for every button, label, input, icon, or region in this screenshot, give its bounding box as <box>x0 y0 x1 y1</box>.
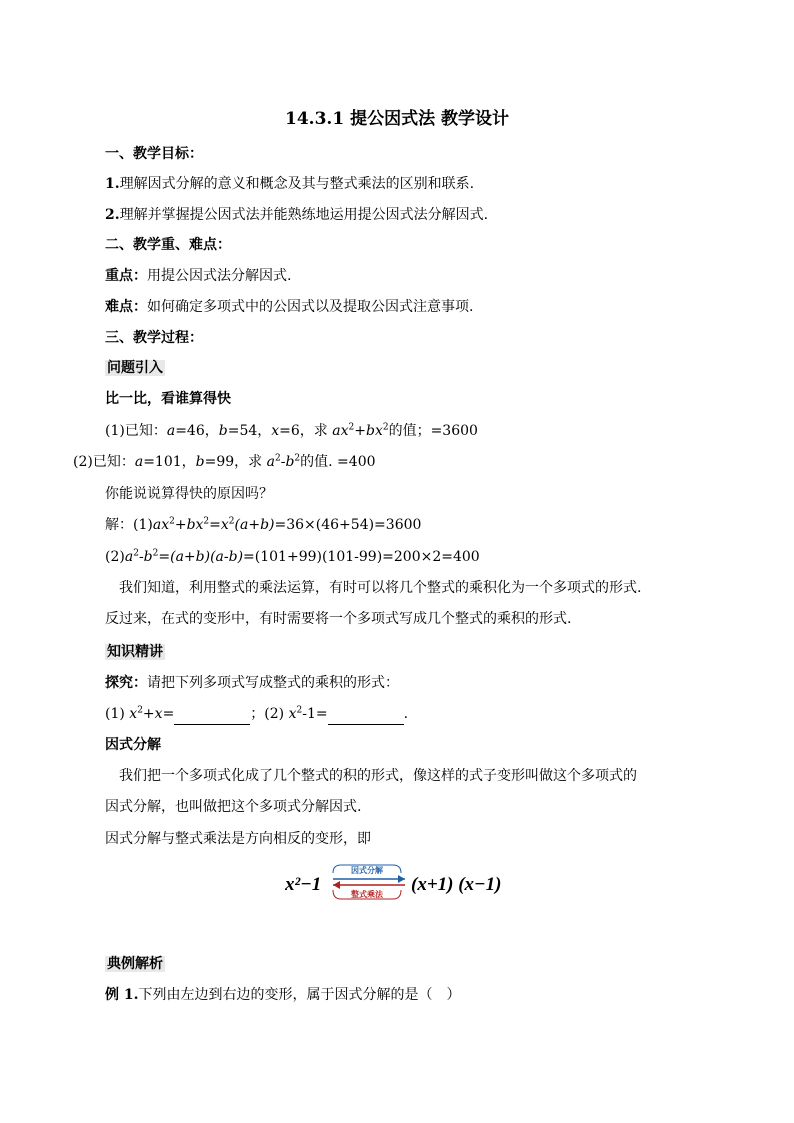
exponent: 2 <box>228 516 235 527</box>
section-heading-objectives: 一、教学目标： <box>105 146 203 162</box>
exponent: 2 <box>348 422 355 433</box>
exercise-1-prefix: (1) <box>105 706 130 722</box>
item-number: 1. <box>105 176 120 192</box>
q1-b-value: =54， <box>227 423 272 439</box>
var-x: x <box>288 706 297 722</box>
exponent: 2 <box>296 705 303 716</box>
factorization-diagram <box>285 862 525 910</box>
var-b: b <box>218 423 228 439</box>
definition-heading: 因式分解 <box>105 737 161 753</box>
equals-sign: = <box>209 517 221 533</box>
objective-item-2 <box>105 204 488 226</box>
top-label: 因式分解 <box>351 866 383 875</box>
example-text: 下列由左边到右边的变形，属于因式分解的是（ ） <box>138 987 461 1003</box>
equals-sign: = <box>158 549 171 565</box>
example-label: 例 1. <box>105 987 139 1003</box>
item-number: 2. <box>105 207 120 223</box>
top-arrow <box>333 865 405 883</box>
minus-sign: - <box>138 549 144 565</box>
period: . <box>403 706 409 722</box>
var-x: x <box>154 706 163 722</box>
section-tag: 典例解析 <box>107 956 163 972</box>
q2-a-value: =101， <box>143 454 196 470</box>
plus-sign: + <box>174 517 187 533</box>
exponent: 2 <box>382 422 389 433</box>
section-tag: 问题引入 <box>107 360 163 376</box>
q1-prefix: (1)已知： <box>105 423 167 439</box>
separator: ；(2) <box>250 706 289 722</box>
expr-bx: bx <box>186 517 204 533</box>
difficult-point <box>105 296 473 318</box>
q1-tail: 的值；=3600 <box>388 423 478 439</box>
expr-bx: bx <box>365 423 383 439</box>
expr-ax: ax <box>332 423 349 439</box>
expr-a: a <box>124 549 134 565</box>
tag-problem-intro <box>105 357 165 379</box>
expr-factors: (a+b)(a-b) <box>170 549 244 565</box>
plus-sign: + <box>354 423 366 439</box>
sol2-tail: =(101+99)(101-99)=200×2=400 <box>243 549 480 565</box>
exponent: 2 <box>137 705 143 716</box>
section-tag: 知识精讲 <box>107 644 163 660</box>
expr-b: b <box>143 549 153 565</box>
q2-b-value: =99，求 <box>204 454 267 470</box>
bottom-label: 整式乘法 <box>351 890 383 899</box>
equals-sign: = <box>162 706 175 722</box>
sol2-prefix: (2) <box>105 549 125 565</box>
exponent: 2 <box>294 453 301 464</box>
expr-a: a <box>266 454 275 470</box>
expr-a-plus-b: (a+b) <box>234 517 275 533</box>
expr-ax: ax <box>152 517 170 533</box>
minus-sign: - <box>280 454 286 470</box>
item-text: 理解因式分解的意义和概念及其与整式乘法的区别和联系. <box>119 176 475 192</box>
item-text: 理解并掌握提公因式法并能熟练地运用提公因式法分解因式. <box>119 207 489 223</box>
exponent: 2 <box>152 548 159 559</box>
tag-examples <box>105 953 165 975</box>
example-1 <box>105 984 461 1006</box>
subheading-compare: 比一比，看谁算得快 <box>105 391 231 407</box>
key-point <box>105 265 291 287</box>
sol1-tail: =36×(46+54)=3600 <box>274 517 422 533</box>
answer-blank-1[interactable] <box>174 710 250 725</box>
relation-text: 因式分解与整式乘法是方向相反的变形，即 <box>105 831 371 847</box>
bottom-arrow <box>333 881 405 899</box>
difficult-text: 如何确定多项式中的公因式以及提取公因式注意事项. <box>147 299 474 315</box>
exponent: 2 <box>169 516 175 527</box>
difficult-label: 难点： <box>105 299 147 315</box>
exponent: 2 <box>133 548 139 559</box>
sol-prefix: 解：(1) <box>105 517 153 533</box>
key-label: 重点： <box>105 268 147 284</box>
paragraph-2: 反过来，在式的变形中，有时需要将一个多项式写成几个整式的乘积的形式. <box>105 611 572 627</box>
q1-a-value: =46， <box>175 423 219 439</box>
solution-1 <box>105 514 421 536</box>
question-1 <box>105 420 478 442</box>
definition-line-2: 因式分解，也叫做把这个多项式分解因式. <box>105 799 362 815</box>
formula-lhs: x²−1 <box>285 874 322 895</box>
var-x: x <box>271 423 280 439</box>
paragraph-1: 我们知道，利用整式的乘法运算，有时可以将几个整式的乘积化为一个多项式的形式. <box>119 580 642 596</box>
formula-rhs: (x+1) (x−1) <box>411 874 502 895</box>
section-heading-key-points: 二、教学重、难点： <box>105 237 231 253</box>
explore-text: 请把下列多项式写成整式的乘积的形式： <box>147 675 399 691</box>
q1-x-value: =6，求 <box>279 423 333 439</box>
q2-tail: 的值. =400 <box>300 454 376 470</box>
exponent: 2 <box>203 516 210 527</box>
q2-prefix: (2)已知： <box>73 454 135 470</box>
plus-sign: + <box>142 706 155 722</box>
key-text: 用提公因式法分解因式. <box>147 268 292 284</box>
question-why: 你能说说算得快的原因吗？ <box>105 486 273 502</box>
section-heading-process: 三、教学过程： <box>105 330 203 346</box>
objective-item-1 <box>105 173 474 195</box>
page-title: 14.3.1 提公因式法 教学设计 <box>285 109 509 129</box>
explore <box>105 672 399 694</box>
answer-blank-2[interactable] <box>328 710 404 725</box>
definition-line-1: 我们把一个多项式化成了几个整式的积的形式，像这样的式子变形叫做这个多项式的 <box>119 768 637 784</box>
exercise-line <box>105 703 408 725</box>
exponent: 2 <box>274 453 281 464</box>
solution-2 <box>105 546 480 568</box>
var-a: a <box>166 423 176 439</box>
expr-b: b <box>285 454 295 470</box>
question-2 <box>73 451 376 473</box>
var-b: b <box>195 454 205 470</box>
var-a: a <box>134 454 144 470</box>
expr-x: x <box>220 517 229 533</box>
explore-label: 探究： <box>105 675 147 691</box>
tag-knowledge <box>105 641 165 663</box>
exercise-2-mid: -1= <box>302 706 328 722</box>
var-x: x <box>129 706 138 722</box>
